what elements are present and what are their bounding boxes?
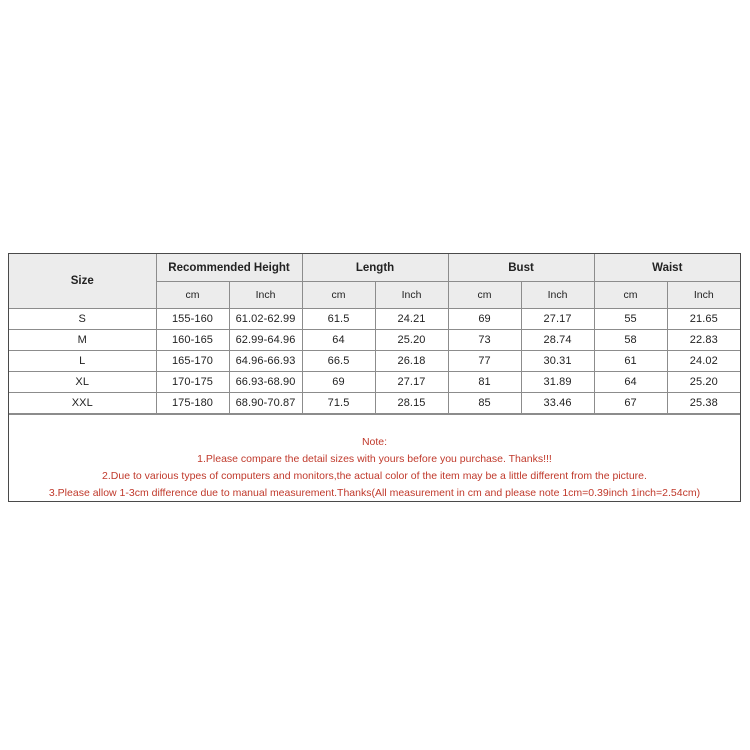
table-cell: 155-160 <box>156 309 229 330</box>
unit-header: cm <box>302 282 375 309</box>
table-cell: 61.5 <box>302 309 375 330</box>
table-cell: 28.74 <box>521 330 594 351</box>
table-cell: 30.31 <box>521 351 594 372</box>
table-cell: 25.20 <box>375 330 448 351</box>
table-cell: 62.99-64.96 <box>229 330 302 351</box>
table-cell: 28.15 <box>375 393 448 414</box>
table-cell: 58 <box>594 330 667 351</box>
header-recommended-height: Recommended Height <box>156 254 302 282</box>
table-row <box>9 330 740 351</box>
size-cell: L <box>9 351 156 372</box>
table-cell: 22.83 <box>667 330 740 351</box>
table-cell: 165-170 <box>156 351 229 372</box>
size-header: Size <box>9 254 156 309</box>
table-cell: 21.65 <box>667 309 740 330</box>
table-cell: 31.89 <box>521 372 594 393</box>
table-cell: 160-165 <box>156 330 229 351</box>
table-row <box>9 393 740 414</box>
unit-header: cm <box>594 282 667 309</box>
note-line: 1.Please compare the detail sizes with yours before you purchase. Thanks!!! <box>197 453 552 465</box>
table-cell: 25.38 <box>667 393 740 414</box>
table-cell: 24.21 <box>375 309 448 330</box>
note-title: Note: <box>361 436 388 448</box>
table-cell: 67 <box>594 393 667 414</box>
table-row <box>9 309 740 330</box>
table-cell: 71.5 <box>302 393 375 414</box>
size-table <box>9 254 740 414</box>
table-cell: 66.5 <box>302 351 375 372</box>
table-cell: 68.90-70.87 <box>229 393 302 414</box>
size-cell: XL <box>9 372 156 393</box>
table-cell: 61.02-62.99 <box>229 309 302 330</box>
note-line: 2.Due to various types of computers and monitors,the actual color of the item may be a little different from the picture. <box>102 470 647 482</box>
size-chart <box>8 253 741 502</box>
table-row <box>9 351 740 372</box>
unit-header: cm <box>448 282 521 309</box>
table-cell: 64 <box>594 372 667 393</box>
note-line: 3.Please allow 1-3cm difference due to manual measurement.Thanks(All measurement in cm and please note 1cm=0.39inch 1inch=2.54cm) <box>48 487 701 499</box>
table-cell: 27.17 <box>521 309 594 330</box>
table-cell: 55 <box>594 309 667 330</box>
table-cell: 85 <box>448 393 521 414</box>
table-cell: 33.46 <box>521 393 594 414</box>
table-cell: 77 <box>448 351 521 372</box>
table-cell: 66.93-68.90 <box>229 372 302 393</box>
unit-header: Inch <box>375 282 448 309</box>
unit-header: Inch <box>229 282 302 309</box>
header-waist: Waist <box>594 254 740 282</box>
table-row <box>9 372 740 393</box>
table-cell: 24.02 <box>667 351 740 372</box>
table-cell: 64.96-66.93 <box>229 351 302 372</box>
size-cell: M <box>9 330 156 351</box>
table-cell: 64 <box>302 330 375 351</box>
note-area <box>9 414 740 501</box>
header-bust: Bust <box>448 254 594 282</box>
table-cell: 170-175 <box>156 372 229 393</box>
table-cell: 25.20 <box>667 372 740 393</box>
table-cell: 69 <box>448 309 521 330</box>
header-group-row <box>9 254 740 282</box>
table-cell: 73 <box>448 330 521 351</box>
table-cell: 26.18 <box>375 351 448 372</box>
unit-header: Inch <box>667 282 740 309</box>
table-cell: 61 <box>594 351 667 372</box>
size-cell: S <box>9 309 156 330</box>
size-cell: XXL <box>9 393 156 414</box>
table-cell: 27.17 <box>375 372 448 393</box>
table-cell: 69 <box>302 372 375 393</box>
header-length: Length <box>302 254 448 282</box>
table-cell: 81 <box>448 372 521 393</box>
table-cell: 175-180 <box>156 393 229 414</box>
unit-header: Inch <box>521 282 594 309</box>
unit-header: cm <box>156 282 229 309</box>
